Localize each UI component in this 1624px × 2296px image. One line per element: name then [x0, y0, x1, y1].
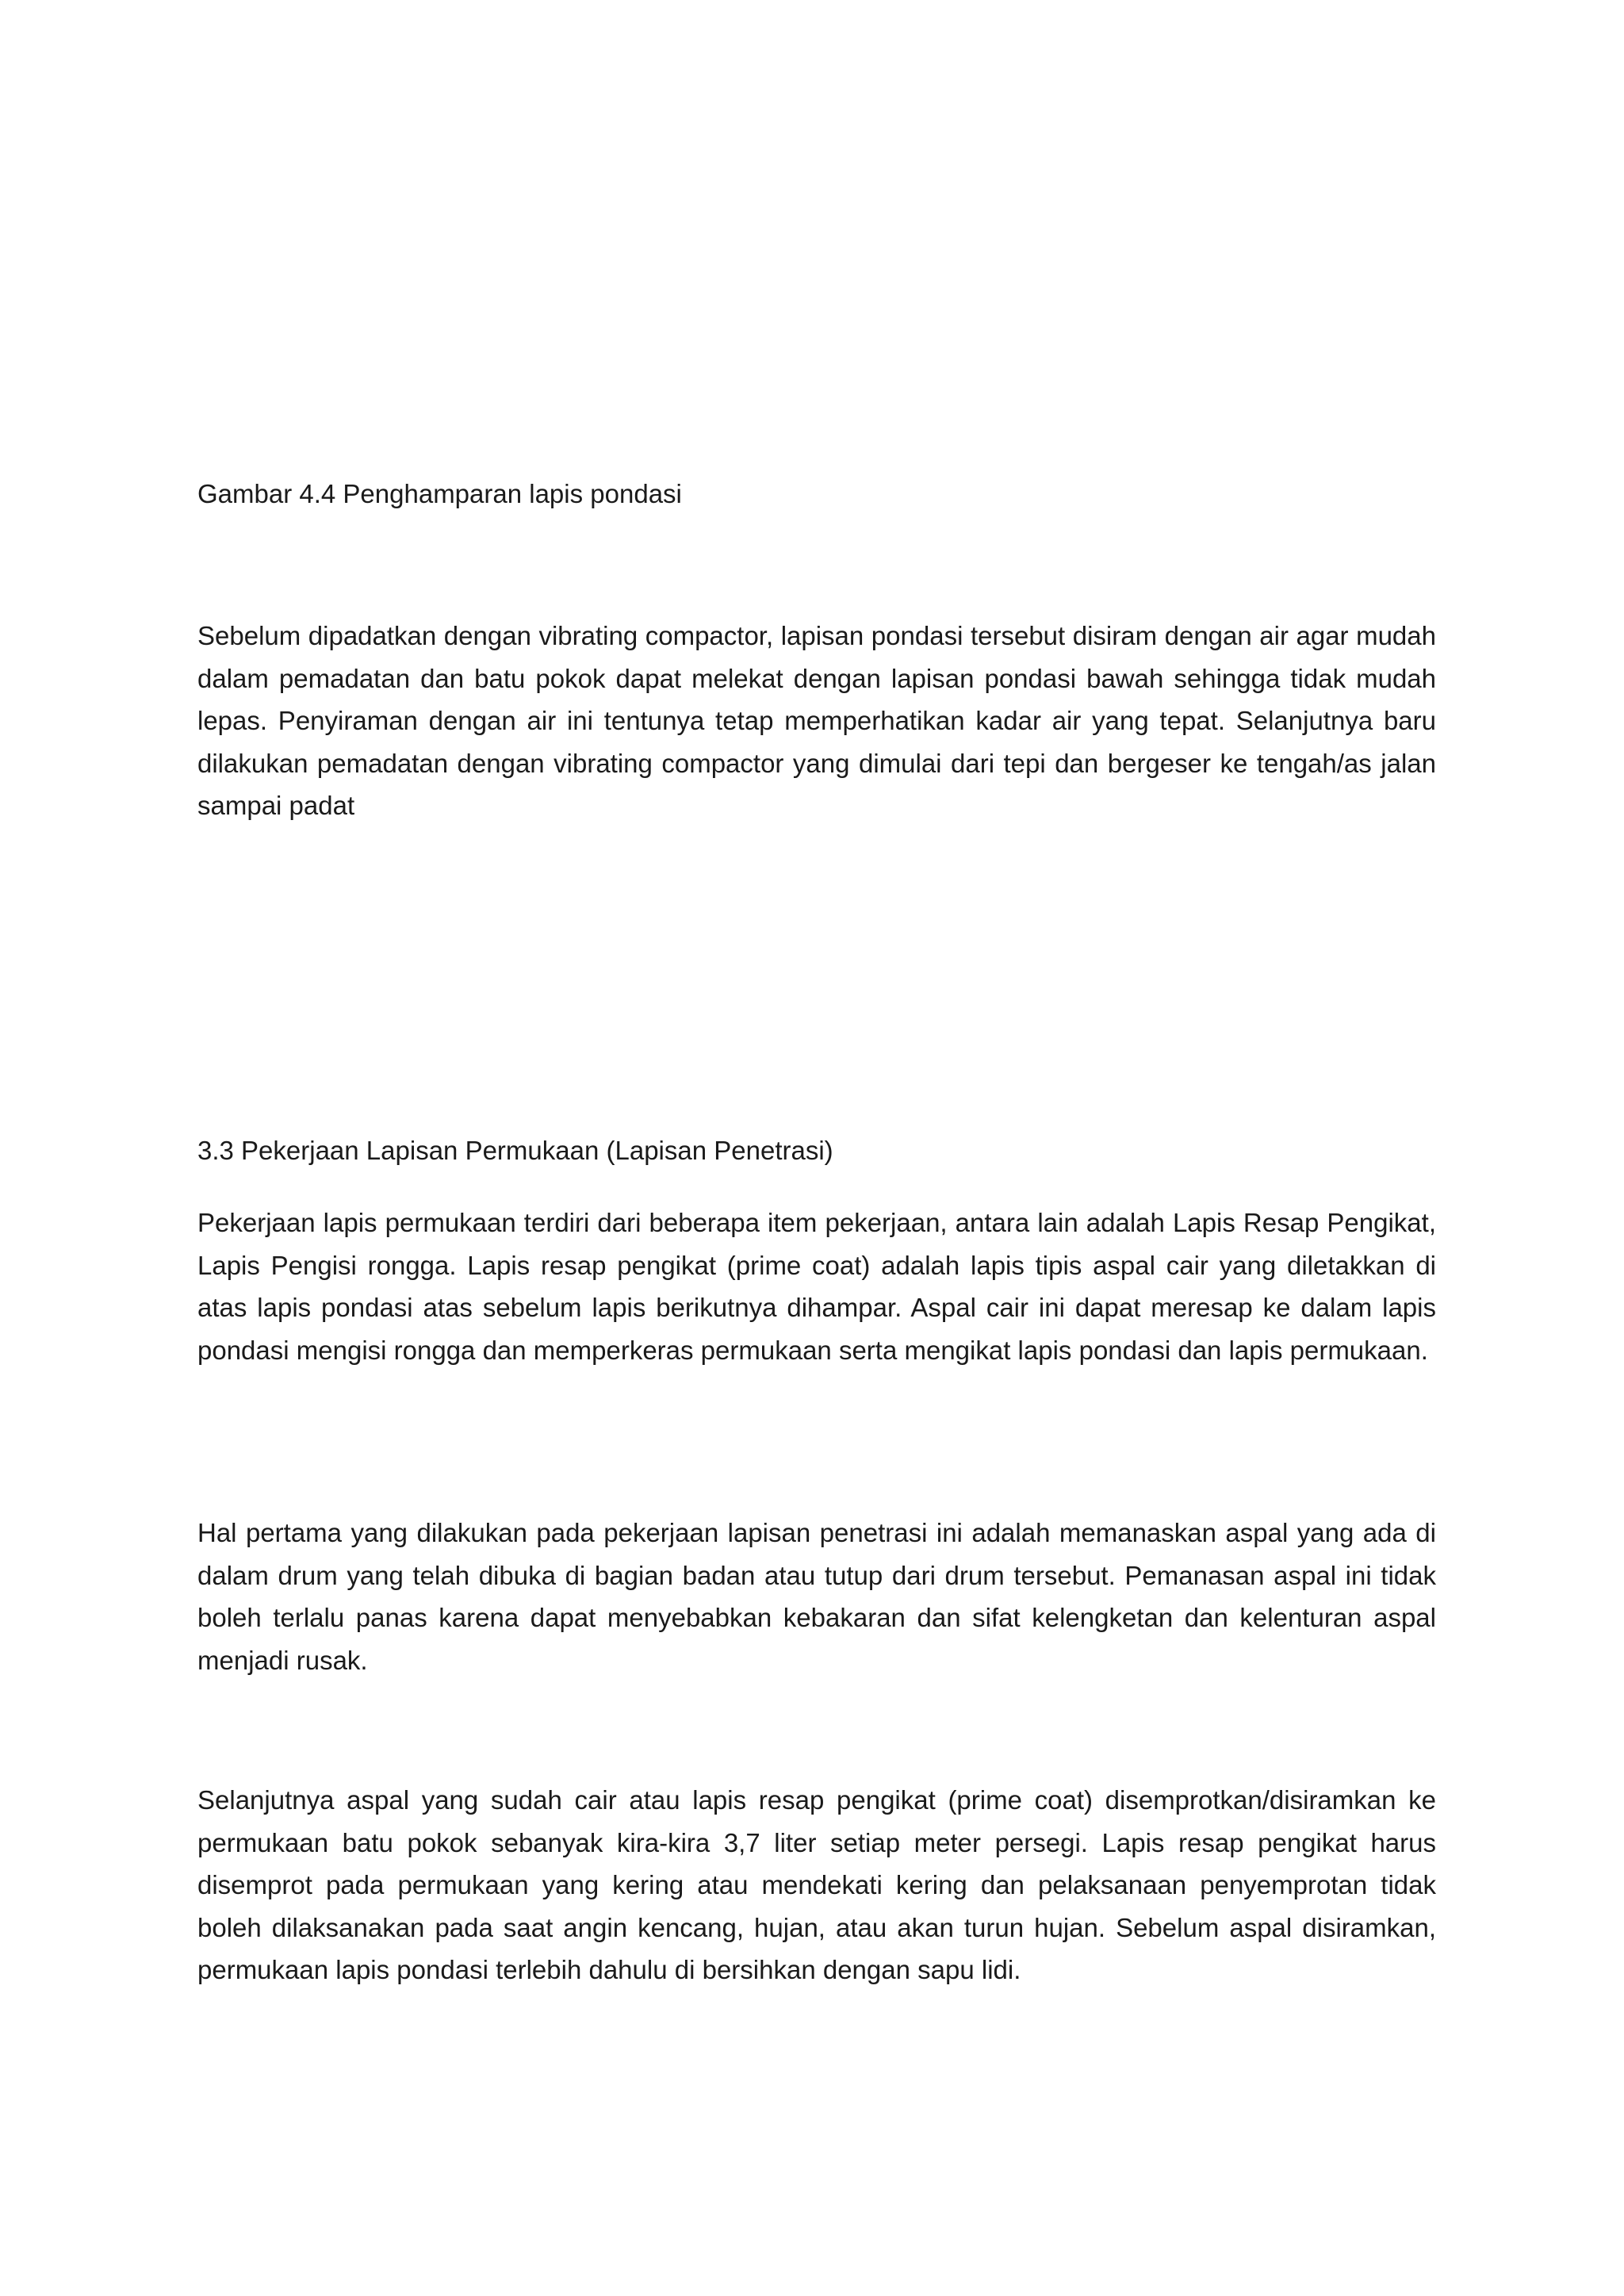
- paragraph-heating-asphalt: Hal pertama yang dilakukan pada pekerjaan lapisan penetrasi ini adalah memanaskan aspal yang ada di dalam drum yang telah dibuka di bagian badan atau tutup dari drum tersebut. Pemanasan aspal ini tidak boleh terlalu panas karena dapat menyebabkan kebakaran dan sifat kelengketan dan kelenturan aspal menjadi rusak.: [197, 1518, 1436, 1675]
- figure-caption: Gambar 4.4 Penghamparan lapis pondasi: [197, 479, 682, 508]
- paragraph-spraying: Selanjutnya aspal yang sudah cair atau lapis resap pengikat (prime coat) disemprotkan/disiramkan ke permukaan batu pokok sebanyak kira-kira 3,7 liter setiap meter persegi. Lapis resap pengikat harus disemprot pada permukaan yang kering atau mendekati kering dan pelaksanaan penyemprotan tidak boleh dilaksanakan pada saat angin kencang, hujan, atau akan turun hujan. Sebelum aspal disiramkan, permukaan lapis pondasi terlebih dahulu di bersihkan dengan sapu lidi.: [197, 1785, 1436, 1984]
- section-heading: 3.3 Pekerjaan Lapisan Permukaan (Lapisan Penetrasi): [197, 1136, 833, 1165]
- paragraph-compaction: Sebelum dipadatkan dengan vibrating compactor, lapisan pondasi tersebut disiram dengan air agar mudah dalam pemadatan dan batu pokok dapat melekat dengan lapisan pondasi bawah sehingga tidak mudah lepas. Penyiraman dengan air ini tentunya tetap memperhatikan kadar air yang tepat. Selanjutnya baru dilakukan pemadatan dengan vibrating compactor yang dimulai dari tepi dan bergeser ke tengah/as jalan sampai padat: [197, 621, 1436, 820]
- paragraph-surface-work: Pekerjaan lapis permukaan terdiri dari beberapa item pekerjaan, antara lain adalah Lapis Resap Pengikat, Lapis Pengisi rongga. Lapis resap pengikat (prime coat) adalah lapis tipis aspal cair yang diletakkan di atas lapis pondasi atas sebelum lapis berikutnya dihampar. Aspal cair ini dapat meresap ke dalam lapis pondasi mengisi rongga dan memperkeras permukaan serta mengikat lapis pondasi dan lapis permukaan.: [197, 1208, 1436, 1365]
